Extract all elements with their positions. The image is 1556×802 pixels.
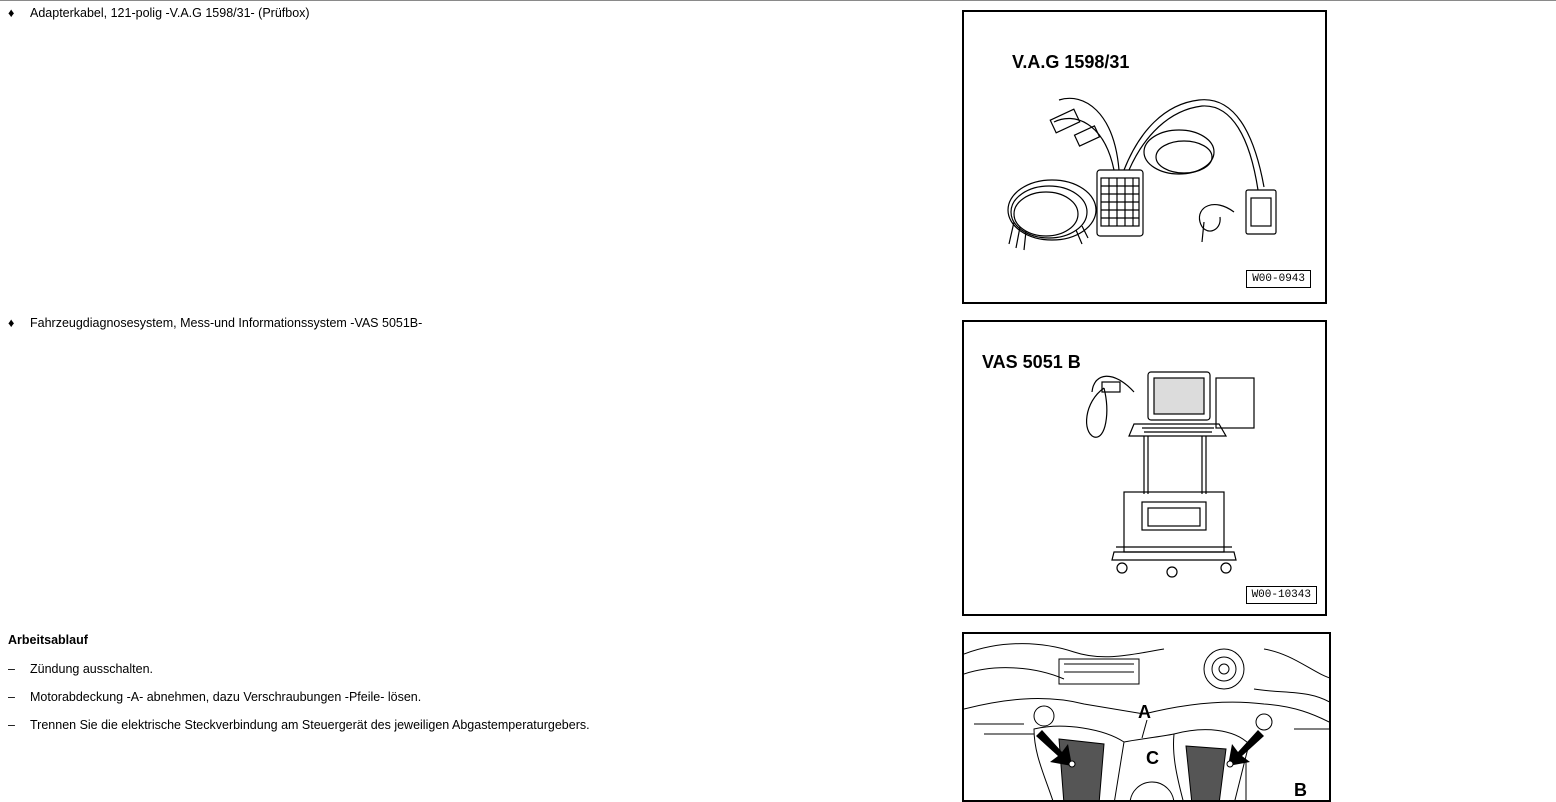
tool-item-adapter-cable [8,5,310,21]
tool-item-text: Fahrzeugdiagnosesystem, Mess-und Informationssystem -VAS 5051B- [30,316,423,330]
procedure-step-text: Zündung ausschalten. [30,662,154,676]
tool-item-text: Adapterkabel, 121-polig -V.A.G 1598/31- (Prüfbox) [30,6,310,20]
dash-marker: – [8,690,15,704]
figure-label-c: C [1146,748,1159,768]
top-border [0,0,1556,1]
procedure-step-text: Motorabdeckung -A- abnehmen, dazu Verschraubungen -Pfeile- lösen. [30,690,422,704]
procedure-step-text: Trennen Sie die elektrische Steckverbindung am Steuergerät des jeweiligen Abgastemperaturgebers. [30,718,590,732]
figure-code: W00-10343 [1246,586,1317,604]
procedure-heading: Arbeitsablauf [8,633,88,647]
procedure-step-1 [8,661,153,677]
procedure-step-3 [8,717,590,733]
procedure-step-2 [8,689,421,705]
bullet-marker: ♦ [8,6,15,20]
figure-label-a: A [1138,702,1151,722]
dash-marker: – [8,662,15,676]
figure-adapter-cable [962,10,1327,304]
figure-label: VAS 5051 B [982,352,1081,372]
figure-label: V.A.G 1598/31 [1012,52,1130,72]
figure-label-b: B [1294,780,1307,800]
dash-marker: – [8,718,15,732]
tool-item-diagnosis-system [8,315,422,331]
figure-diagnosis-system [962,320,1327,616]
figure-code: W00-0943 [1246,270,1311,288]
figure-engine-cover [962,632,1331,802]
bullet-marker: ♦ [8,316,15,330]
